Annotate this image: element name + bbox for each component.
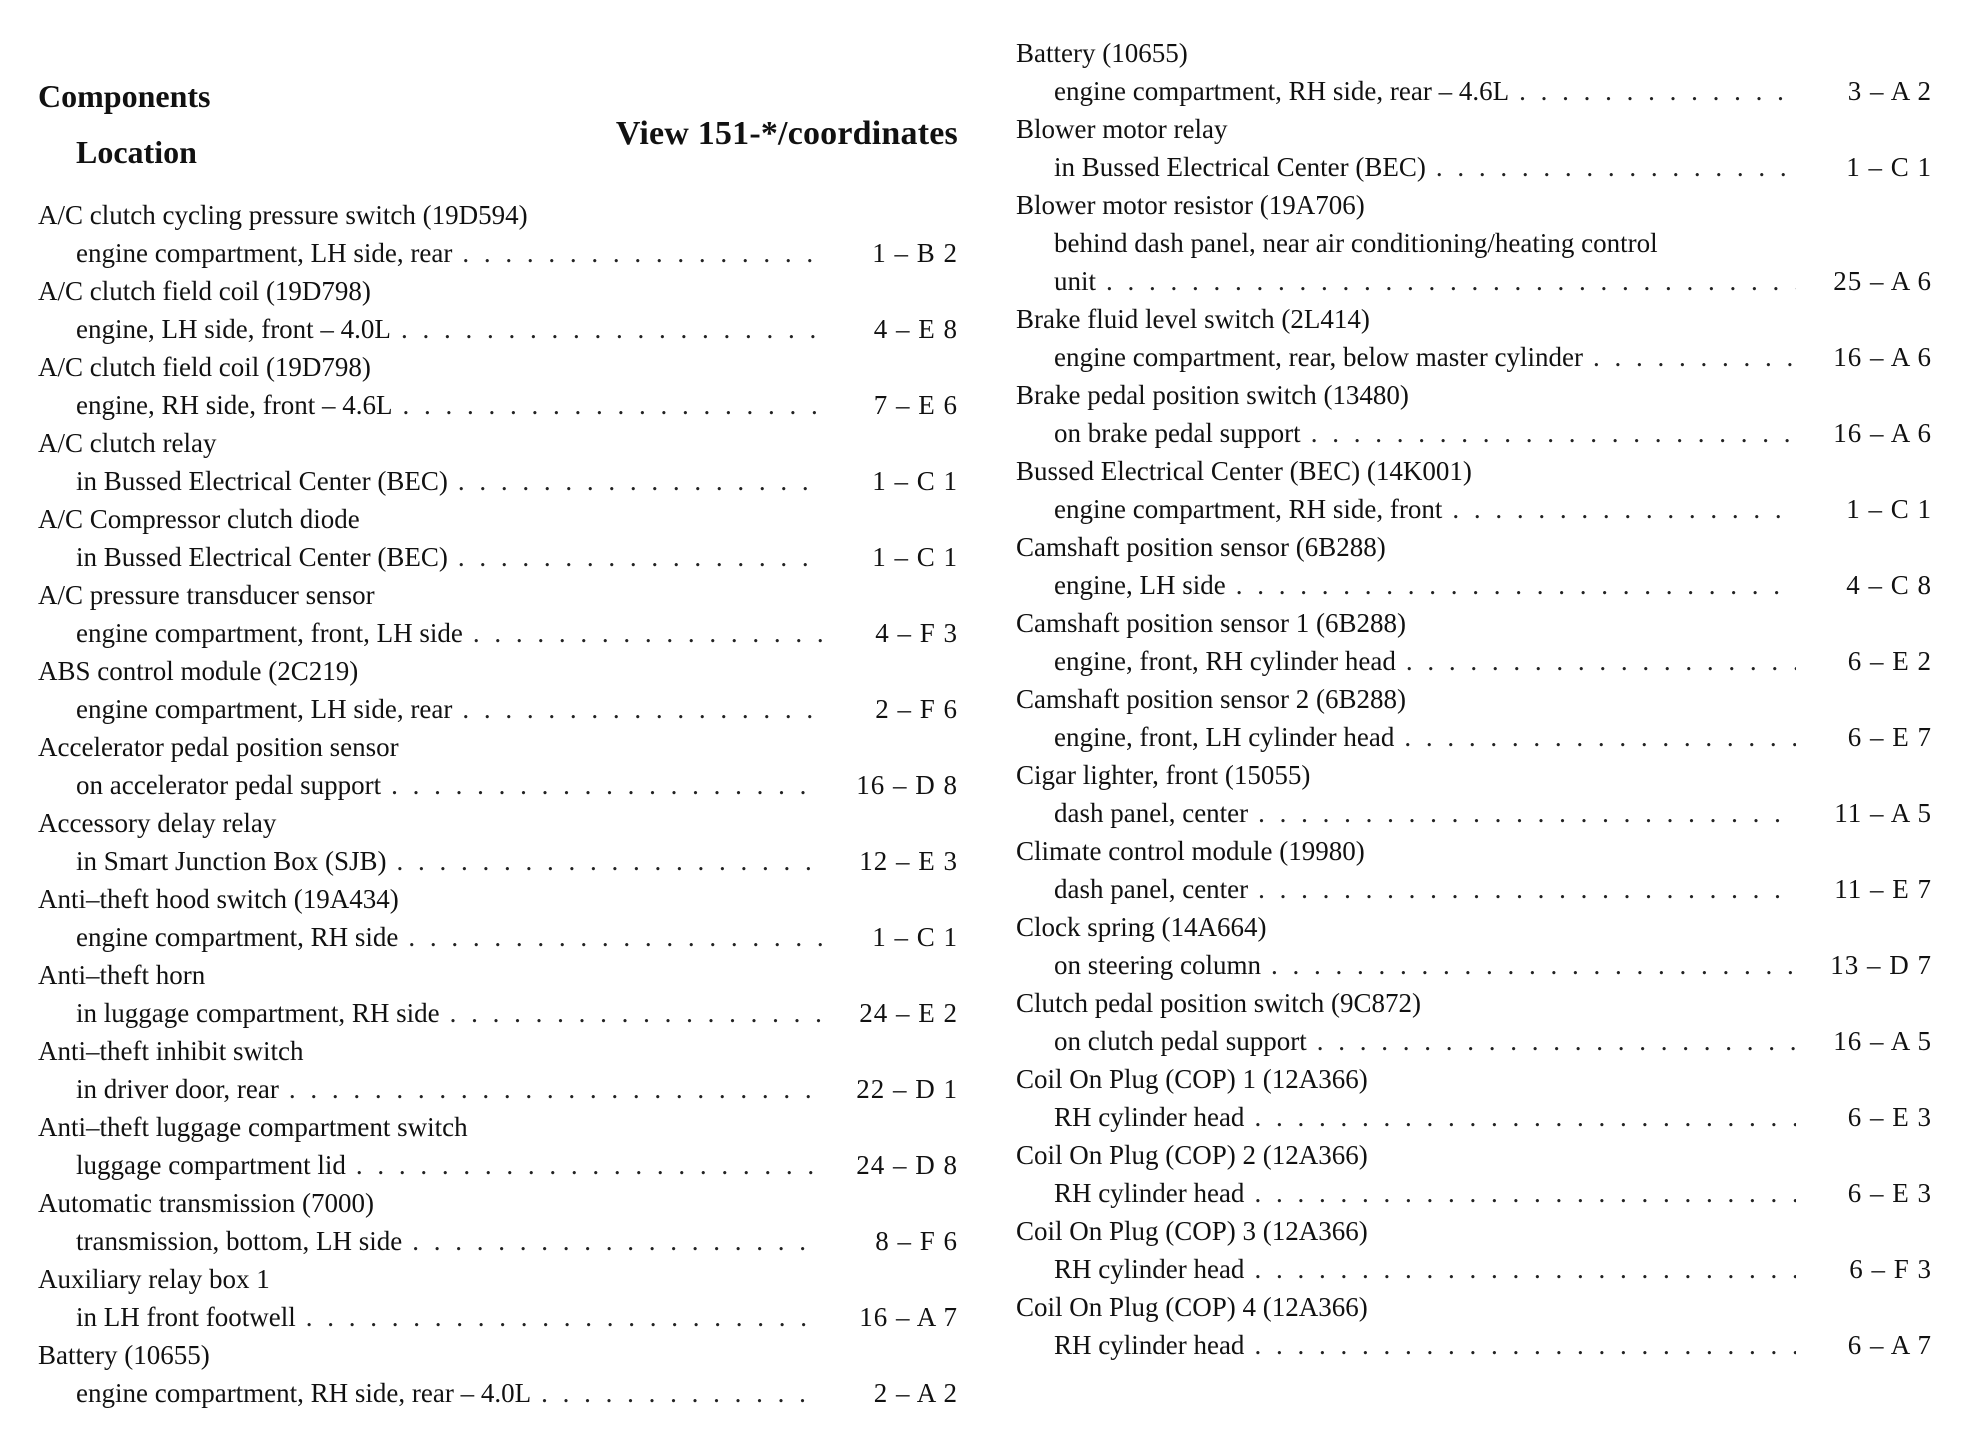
location-row bbox=[38, 842, 958, 880]
component-name: Coil On Plug (COP) 2 (12A366) bbox=[1016, 1140, 1368, 1170]
component-entry bbox=[38, 880, 958, 956]
component-location: transmission, bottom, LH side bbox=[76, 1226, 403, 1256]
view-coordinate: 24 – D 8 bbox=[856, 1150, 958, 1180]
component-name: Brake pedal position switch (13480) bbox=[1016, 380, 1409, 410]
component-name: A/C clutch relay bbox=[38, 428, 217, 458]
dot-leader bbox=[412, 1222, 822, 1260]
component-location: engine compartment, LH side, rear bbox=[76, 694, 453, 724]
component-location: on steering column bbox=[1054, 950, 1261, 980]
dot-leader bbox=[1236, 566, 1796, 604]
view-coordinate: 11 – E 7 bbox=[1834, 874, 1932, 904]
component-entry bbox=[38, 1032, 958, 1108]
component-name: Brake fluid level switch (2L414) bbox=[1016, 304, 1370, 334]
component-location: engine, LH side, front – 4.0L bbox=[76, 314, 391, 344]
component-name: Coil On Plug (COP) 1 (12A366) bbox=[1016, 1064, 1368, 1094]
component-entry bbox=[1016, 1288, 1932, 1364]
view-coordinate: 25 – A 6 bbox=[1833, 266, 1932, 296]
view-coordinate: 1 – C 1 bbox=[872, 542, 958, 572]
component-location: RH cylinder head bbox=[1054, 1102, 1245, 1132]
location-row bbox=[1016, 1174, 1932, 1212]
location-row bbox=[38, 1146, 958, 1184]
component-name: Blower motor resistor (19A706) bbox=[1016, 190, 1365, 220]
components-heading: Components bbox=[38, 78, 211, 114]
component-location: in Bussed Electrical Center (BEC) bbox=[1054, 152, 1426, 182]
component-entry bbox=[1016, 300, 1932, 376]
view-coordinate: 11 – A 5 bbox=[1834, 798, 1932, 828]
component-location: on brake pedal support bbox=[1054, 418, 1301, 448]
dot-leader bbox=[1317, 1022, 1796, 1060]
component-entry bbox=[38, 804, 958, 880]
dot-leader bbox=[1271, 946, 1796, 984]
view-coordinate: 16 – A 5 bbox=[1833, 1026, 1932, 1056]
location-row bbox=[1016, 224, 1932, 300]
right-entry-list bbox=[1016, 34, 1932, 1364]
location-row bbox=[1016, 946, 1932, 984]
location-row bbox=[38, 690, 958, 728]
dot-leader bbox=[408, 918, 822, 956]
dot-leader bbox=[402, 386, 822, 424]
view-coordinate: 6 – F 3 bbox=[1849, 1254, 1932, 1284]
dot-leader bbox=[462, 690, 822, 728]
location-row bbox=[38, 766, 958, 804]
component-name: ABS control module (2C219) bbox=[38, 656, 359, 686]
component-name: Auxiliary relay box 1 bbox=[38, 1264, 270, 1294]
view-coordinate: 7 – E 6 bbox=[873, 390, 958, 420]
view-coordinate: 6 – E 2 bbox=[1847, 646, 1932, 676]
location-row bbox=[1016, 72, 1932, 110]
component-location: engine, front, LH cylinder head bbox=[1054, 722, 1395, 752]
component-name: Clock spring (14A664) bbox=[1016, 912, 1267, 942]
location-row bbox=[38, 918, 958, 956]
component-name: Anti–theft hood switch (19A434) bbox=[38, 884, 399, 914]
location-row bbox=[1016, 1098, 1932, 1136]
location-row bbox=[38, 1070, 958, 1108]
dot-leader bbox=[1404, 718, 1796, 756]
component-name: Accelerator pedal position sensor bbox=[38, 732, 399, 762]
component-location: engine compartment, front, LH side bbox=[76, 618, 463, 648]
dot-leader bbox=[397, 842, 822, 880]
view-coordinate: 6 – E 3 bbox=[1847, 1102, 1932, 1132]
view-coordinate: 6 – E 3 bbox=[1847, 1178, 1932, 1208]
dot-leader bbox=[450, 994, 822, 1032]
component-location: RH cylinder head bbox=[1054, 1254, 1245, 1284]
dot-leader bbox=[1593, 338, 1796, 376]
component-location: luggage compartment lid bbox=[76, 1150, 346, 1180]
component-location: engine, front, RH cylinder head bbox=[1054, 646, 1396, 676]
location-row bbox=[1016, 148, 1932, 186]
view-coordinate: 6 – A 7 bbox=[1847, 1330, 1932, 1360]
dot-leader bbox=[541, 1374, 822, 1412]
view-coordinate: 22 – D 1 bbox=[856, 1074, 958, 1104]
component-name: Anti–theft luggage compartment switch bbox=[38, 1112, 468, 1142]
location-heading: Location bbox=[76, 134, 197, 170]
component-name: A/C clutch field coil (19D798) bbox=[38, 352, 371, 382]
location-row bbox=[38, 310, 958, 348]
location-row bbox=[1016, 338, 1932, 376]
component-location: engine compartment, RH side, rear – 4.6L bbox=[1054, 76, 1510, 106]
dot-leader bbox=[1106, 262, 1796, 300]
component-location: engine compartment, rear, below master cylinder bbox=[1054, 342, 1583, 372]
view-coordinate: 16 – A 6 bbox=[1833, 342, 1932, 372]
dot-leader bbox=[1519, 72, 1796, 110]
component-location: in driver door, rear bbox=[76, 1074, 279, 1104]
component-entry bbox=[1016, 984, 1932, 1060]
component-entry bbox=[38, 1108, 958, 1184]
view-coordinate: 2 – F 6 bbox=[875, 694, 958, 724]
component-location: dash panel, center bbox=[1054, 874, 1249, 904]
component-location: on accelerator pedal support bbox=[76, 770, 382, 800]
component-location: in Bussed Electrical Center (BEC) bbox=[76, 466, 448, 496]
component-entry bbox=[1016, 1136, 1932, 1212]
component-location: RH cylinder head bbox=[1054, 1178, 1245, 1208]
component-name: Anti–theft horn bbox=[38, 960, 206, 990]
component-location: engine, RH side, front – 4.6L bbox=[76, 390, 393, 420]
component-location: in Bussed Electrical Center (BEC) bbox=[76, 542, 448, 572]
view-coordinate: 4 – C 8 bbox=[1846, 570, 1932, 600]
component-name: Climate control module (19980) bbox=[1016, 836, 1365, 866]
component-location: in Smart Junction Box (SJB) bbox=[76, 846, 387, 876]
location-row bbox=[38, 1298, 958, 1336]
dot-leader bbox=[458, 462, 822, 500]
component-entry bbox=[38, 500, 958, 576]
component-entry bbox=[38, 956, 958, 1032]
component-entry bbox=[38, 348, 958, 424]
location-row bbox=[38, 614, 958, 652]
location-continuation-row bbox=[1054, 262, 1932, 300]
component-entry bbox=[38, 728, 958, 804]
location-row bbox=[38, 994, 958, 1032]
view-coordinate: 16 – A 7 bbox=[859, 1302, 958, 1332]
dot-leader bbox=[1436, 148, 1796, 186]
component-location: RH cylinder head bbox=[1054, 1330, 1245, 1360]
dot-leader bbox=[1258, 794, 1796, 832]
view-coordinate: 1 – C 1 bbox=[872, 922, 958, 952]
component-location: engine compartment, RH side, front bbox=[1054, 494, 1443, 524]
dot-leader bbox=[1452, 490, 1796, 528]
view-coordinate: 2 – A 2 bbox=[873, 1378, 958, 1408]
component-entry bbox=[38, 1336, 958, 1412]
component-name: Coil On Plug (COP) 3 (12A366) bbox=[1016, 1216, 1368, 1246]
component-name: Clutch pedal position switch (9C872) bbox=[1016, 988, 1421, 1018]
component-entry bbox=[38, 1184, 958, 1260]
component-location: dash panel, center bbox=[1054, 798, 1249, 828]
view-coordinate: 1 – C 1 bbox=[1846, 152, 1932, 182]
location-row bbox=[1016, 1022, 1932, 1060]
component-entry bbox=[38, 1260, 958, 1336]
location-row bbox=[1016, 642, 1932, 680]
component-entry bbox=[1016, 186, 1932, 300]
location-row bbox=[1016, 1326, 1932, 1364]
component-name: Blower motor relay bbox=[1016, 114, 1228, 144]
component-name: Anti–theft inhibit switch bbox=[38, 1036, 304, 1066]
table-header bbox=[38, 78, 958, 196]
component-entry bbox=[1016, 908, 1932, 984]
view-coordinate: 12 – E 3 bbox=[859, 846, 958, 876]
dot-leader bbox=[1254, 1098, 1796, 1136]
dot-leader bbox=[458, 538, 822, 576]
dot-leader bbox=[1254, 1174, 1796, 1212]
view-coordinate: 1 – C 1 bbox=[872, 466, 958, 496]
component-name: Camshaft position sensor 1 (6B288) bbox=[1016, 608, 1406, 638]
dot-leader bbox=[401, 310, 822, 348]
view-coordinate: 16 – A 6 bbox=[1833, 418, 1932, 448]
view-coordinate: 24 – E 2 bbox=[859, 998, 958, 1028]
location-row bbox=[1016, 566, 1932, 604]
component-name: Camshaft position sensor (6B288) bbox=[1016, 532, 1386, 562]
view-coordinate: 3 – A 2 bbox=[1847, 76, 1932, 106]
dot-leader bbox=[473, 614, 822, 652]
component-location: engine compartment, LH side, rear bbox=[76, 238, 453, 268]
view-coordinate: 4 – E 8 bbox=[873, 314, 958, 344]
dot-leader bbox=[391, 766, 822, 804]
location-row bbox=[1016, 1250, 1932, 1288]
component-name: Accessory delay relay bbox=[38, 808, 277, 838]
component-entry bbox=[1016, 1212, 1932, 1288]
component-location: in LH front footwell bbox=[76, 1302, 296, 1332]
component-name: A/C pressure transducer sensor bbox=[38, 580, 375, 610]
location-row bbox=[1016, 414, 1932, 452]
view-coordinate: 8 – F 6 bbox=[875, 1226, 958, 1256]
component-location: on clutch pedal support bbox=[1054, 1026, 1307, 1056]
component-entry bbox=[1016, 604, 1932, 680]
left-entry-list bbox=[38, 196, 958, 1412]
view-coordinate: 16 – D 8 bbox=[856, 770, 958, 800]
view-coordinates-heading: View 151-*/coordinates bbox=[615, 115, 958, 152]
dot-leader bbox=[1406, 642, 1796, 680]
right-column bbox=[1016, 34, 1932, 1364]
view-coordinate: 13 – D 7 bbox=[1830, 950, 1932, 980]
component-name: Battery (10655) bbox=[38, 1340, 210, 1370]
component-entry bbox=[38, 576, 958, 652]
dot-leader bbox=[1311, 414, 1796, 452]
view-coordinate: 4 – F 3 bbox=[875, 618, 958, 648]
component-name: Cigar lighter, front (15055) bbox=[1016, 760, 1311, 790]
location-row bbox=[38, 462, 958, 500]
component-entry bbox=[38, 196, 958, 272]
dot-leader bbox=[1258, 870, 1796, 908]
dot-leader bbox=[289, 1070, 822, 1108]
component-name: Automatic transmission (7000) bbox=[38, 1188, 374, 1218]
location-row bbox=[38, 1374, 958, 1412]
component-name: Coil On Plug (COP) 4 (12A366) bbox=[1016, 1292, 1368, 1322]
component-name: Camshaft position sensor 2 (6B288) bbox=[1016, 684, 1406, 714]
view-coordinate: 6 – E 7 bbox=[1847, 722, 1932, 752]
component-entry bbox=[38, 652, 958, 728]
component-name: Bussed Electrical Center (BEC) (14K001) bbox=[1016, 456, 1472, 486]
component-entry bbox=[1016, 832, 1932, 908]
view-coordinate: 1 – C 1 bbox=[1846, 494, 1932, 524]
location-row bbox=[1016, 718, 1932, 756]
dot-leader bbox=[356, 1146, 822, 1184]
dot-leader bbox=[1254, 1250, 1796, 1288]
left-column bbox=[38, 78, 958, 1412]
location-row bbox=[1016, 490, 1932, 528]
component-entry bbox=[38, 424, 958, 500]
component-name: Battery (10655) bbox=[1016, 38, 1188, 68]
component-location: engine compartment, RH side bbox=[76, 922, 399, 952]
component-location: engine, LH side bbox=[1054, 570, 1226, 600]
location-row bbox=[38, 386, 958, 424]
dot-leader bbox=[306, 1298, 822, 1336]
component-entry bbox=[1016, 680, 1932, 756]
component-location: in luggage compartment, RH side bbox=[76, 998, 440, 1028]
view-coordinate: 1 – B 2 bbox=[872, 238, 958, 268]
component-name: A/C clutch field coil (19D798) bbox=[38, 276, 371, 306]
component-entry bbox=[38, 272, 958, 348]
component-entry bbox=[1016, 452, 1932, 528]
component-name: A/C Compressor clutch diode bbox=[38, 504, 360, 534]
component-location: behind dash panel, near air conditioning/heating control bbox=[1054, 228, 1658, 258]
component-name: A/C clutch cycling pressure switch (19D594) bbox=[38, 200, 528, 230]
component-location-cont: unit bbox=[1054, 266, 1097, 296]
dot-leader bbox=[462, 234, 822, 272]
location-row bbox=[38, 234, 958, 272]
component-entry bbox=[1016, 376, 1932, 452]
location-row bbox=[1016, 870, 1932, 908]
component-entry bbox=[1016, 110, 1932, 186]
component-entry bbox=[1016, 528, 1932, 604]
location-row bbox=[38, 538, 958, 576]
location-row bbox=[38, 1222, 958, 1260]
component-entry bbox=[1016, 1060, 1932, 1136]
location-row bbox=[1016, 794, 1932, 832]
component-entry bbox=[1016, 756, 1932, 832]
component-location: engine compartment, RH side, rear – 4.0L bbox=[76, 1378, 532, 1408]
dot-leader bbox=[1254, 1326, 1796, 1364]
component-entry bbox=[1016, 34, 1932, 110]
